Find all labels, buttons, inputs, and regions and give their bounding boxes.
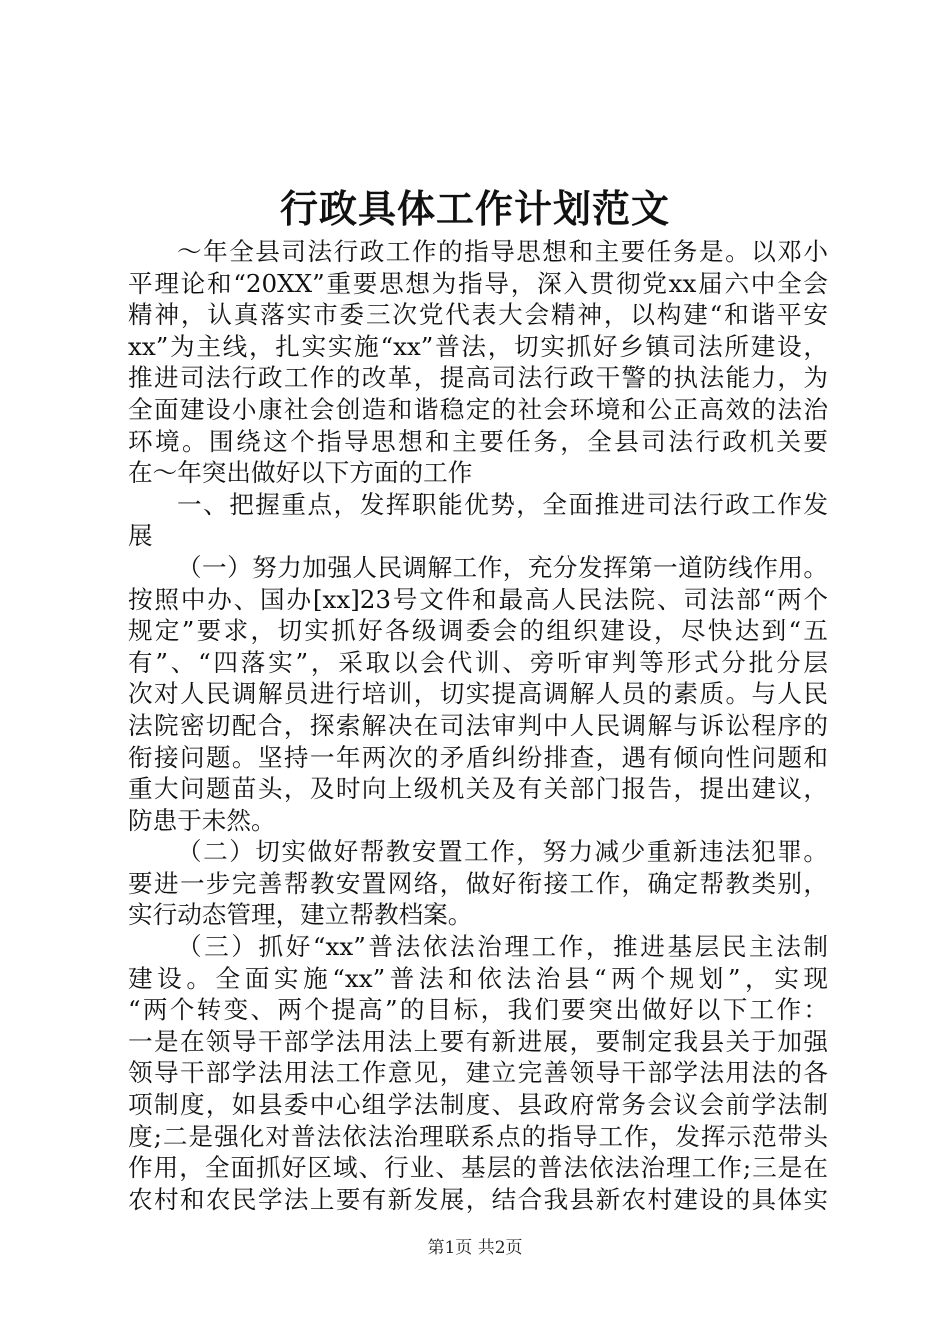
document-body xyxy=(128,236,828,1215)
text-line: 推进司法行政工作的改革，提高司法行政干警的执法能力，为 xyxy=(128,363,828,393)
text-line: 次对人民调解员进行培训，切实提高调解人员的素质。与人民 xyxy=(128,679,828,709)
text-line: 环境。围绕这个指导思想和主要任务，全县司法行政机关要 xyxy=(128,426,828,456)
text-line: 按照中办、国办[xx]23号文件和最高人民法院、司法部“两个 xyxy=(128,584,828,614)
document-title: 行政具体工作计划范文 xyxy=(279,186,670,231)
text-line: xx”为主线，扎实实施“xx”普法，切实抓好乡镇司法所建设， xyxy=(128,331,828,361)
text-line: 农村和农民学法上要有新发展，结合我县新农村建设的具体实 xyxy=(128,1184,828,1214)
text-line: “两个转变、两个提高”的目标，我们要突出做好以下工作： xyxy=(128,995,828,1025)
text-line: 法院密切配合，探索解决在司法审判中人民调解与诉讼程序的 xyxy=(128,710,828,740)
text-line: 有”、“四落实”，采取以会代训、旁听审判等形式分批分层 xyxy=(128,647,828,677)
text-line: 领导干部学法用法工作意见，建立完善领导干部学法用法的各 xyxy=(128,1058,828,1088)
text-line: 精神，认真落实市委三次党代表大会精神，以构建“和谐平安 xyxy=(128,300,828,330)
section-heading-line: 一、把握重点，发挥职能优势，全面推进司法行政工作发 xyxy=(177,489,828,519)
text-line: 在～年突出做好以下方面的工作 xyxy=(128,458,473,488)
text-line: 实行动态管理，建立帮教档案。 xyxy=(128,900,473,930)
text-line: 重大问题苗头，及时向上级机关及有关部门报告，提出建议， xyxy=(128,774,828,804)
page-footer: 第1页 共2页 xyxy=(427,1238,523,1258)
text-line: ～年全县司法行政工作的指导思想和主要任务是。以邓小 xyxy=(177,237,828,266)
text-line: 作用，全面抓好区域、行业、基层的普法依法治理工作;三是在 xyxy=(128,1153,828,1183)
text-line: 规定”要求，切实抓好各级调委会的组织建设，尽快达到“五 xyxy=(128,616,828,646)
subsection-heading-line: （二）切实做好帮教安置工作，努力减少重新违法犯罪。 xyxy=(177,837,828,867)
text-line: 全面建设小康社会创造和谐稳定的社会环境和公正高效的法治 xyxy=(128,394,828,424)
subsection-heading-line: （一）努力加强人民调解工作，充分发挥第一道防线作用。 xyxy=(177,552,828,582)
text-line: 度;二是强化对普法依法治理联系点的指导工作，发挥示范带头 xyxy=(128,1121,828,1151)
section-heading-line: 展 xyxy=(128,521,153,551)
text-line: 平理论和“20XX”重要思想为指导，深入贯彻党xx届六中全会 xyxy=(128,268,828,298)
text-line: 衔接问题。坚持一年两次的矛盾纠纷排查，遇有倾向性问题和 xyxy=(128,742,828,772)
text-line: 防患于未然。 xyxy=(128,805,276,835)
text-line: 项制度，如县委中心组学法制度、县政府常务会议会前学法制 xyxy=(128,1090,828,1120)
text-line: 一是在领导干部学法用法上要有新进展，要制定我县关于加强 xyxy=(128,1026,828,1056)
text-line: 建设。全面实施“xx”普法和依法治县“两个规划”，实现 xyxy=(128,963,828,993)
subsection-heading-line: （三）抓好“xx”普法依法治理工作，推进基层民主法制 xyxy=(177,932,828,962)
text-line: 要进一步完善帮教安置网络，做好衔接工作，确定帮教类别， xyxy=(128,868,828,898)
